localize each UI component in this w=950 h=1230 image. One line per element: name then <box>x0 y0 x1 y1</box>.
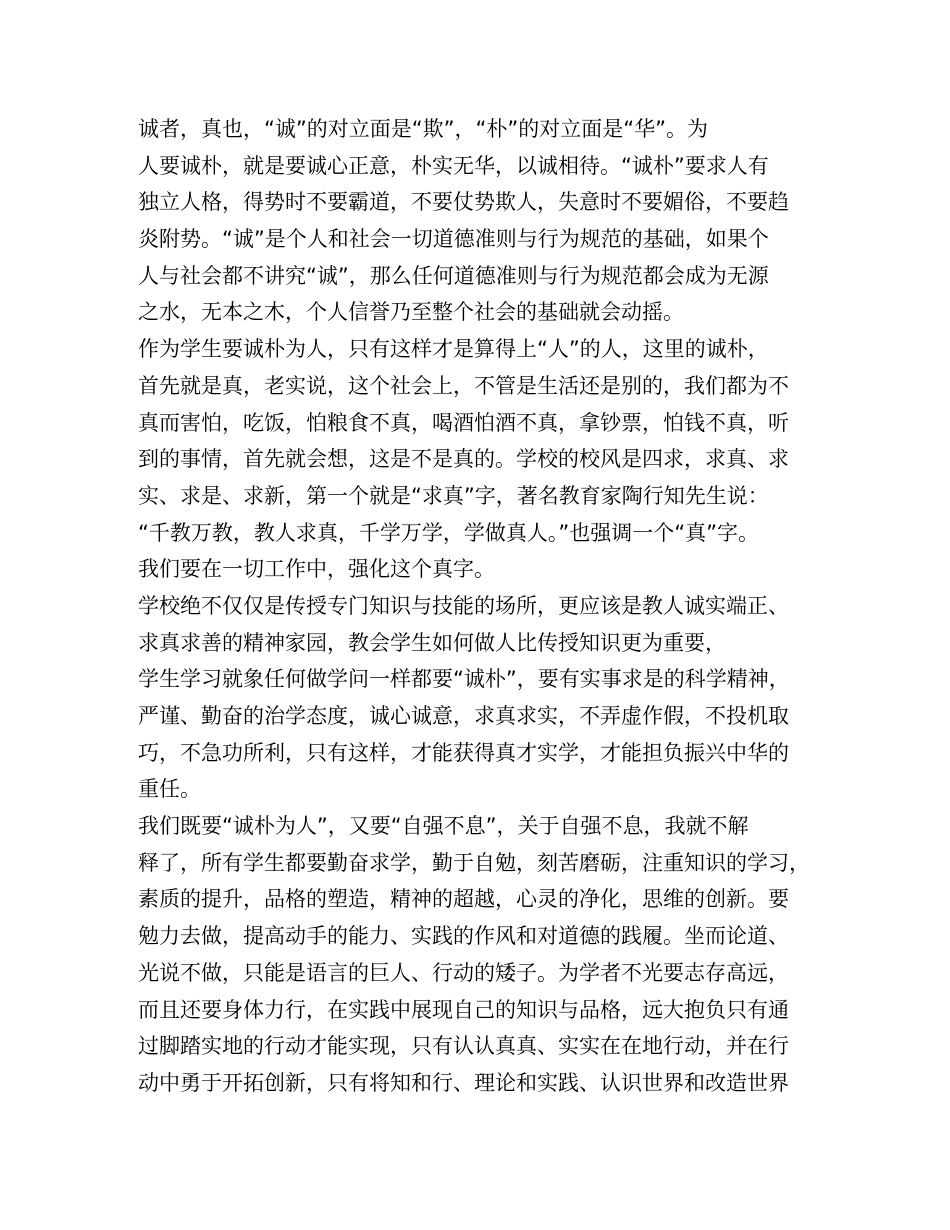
text-line: 释了，所有学生都要勤奋求学，勤于自勉，刻苦磨砺，注重知识的学习， <box>138 850 810 875</box>
text-line: 实、求是、求新，第一个就是“求真”字，著名教育家陶行知先生说： <box>138 483 769 508</box>
text-line: 之水，无本之木，个人信誉乃至整个社会的基础就会动摇。 <box>138 300 684 325</box>
text-line: 动中勇于开拓创新，只有将知和行、理论和实践、认识世界和改造世界 <box>138 1070 789 1095</box>
text-line: 光说不做，只能是语言的巨人、行动的矮子。为学者不光要志存高远， <box>138 960 789 985</box>
text-line: 炎附势。“诚”是个人和社会一切道德准则与行为规范的基础，如果个 <box>138 227 769 252</box>
text-line: 作为学生要诚朴为人，只有这样才是算得上“人”的人，这里的诚朴， <box>138 337 769 362</box>
text-line: 独立人格，得势时不要霸道，不要仗势欺人，失意时不要媚俗，不要趋 <box>138 190 789 215</box>
text-line: 求真求善的精神家园，教会学生如何做人比传授知识更为重要， <box>138 630 726 655</box>
text-line: 而且还要身体力行，在实践中展现自己的知识与品格，远大抱负只有通 <box>138 997 789 1022</box>
text-line: 巧，不急功所利，只有这样，才能获得真才实学，才能担负振兴中华的 <box>138 740 789 765</box>
text-line: 人要诚朴，就是要诚心正意，朴实无华，以诚相待。“诚朴”要求人有 <box>138 153 769 178</box>
text-line: 首先就是真，老实说，这个社会上，不管是生活还是别的，我们都为不 <box>138 373 789 398</box>
document-body <box>138 111 838 1102</box>
text-line: 学生学习就象任何做学问一样都要“诚朴”，要有实事求是的科学精神， <box>138 667 790 692</box>
text-line: 勉力去做，提高动手的能力、实践的作风和对道德的践履。坐而论道、 <box>138 924 789 949</box>
text-line: 我们既要“诚朴为人”，又要“自强不息”，关于自强不息，我就不解 <box>138 814 749 839</box>
text-line: 过脚踏实地的行动才能实现，只有认认真真、实实在在地行动，并在行 <box>138 1034 789 1059</box>
text-line: 学校绝不仅仅是传授专门知识与技能的场所，更应该是教人诚实端正、 <box>138 593 789 618</box>
text-line: “千教万教，教人求真，千学万学，学做真人。”也强调一个“真”字。 <box>138 520 760 545</box>
text-line: 我们要在一切工作中，强化这个真字。 <box>138 557 495 582</box>
text-line: 重任。 <box>138 777 201 802</box>
text-line: 素质的提升，品格的塑造，精神的超越，心灵的净化，思维的创新。要 <box>138 887 789 912</box>
text-line: 诚者，真也，“诚”的对立面是“欺”，“朴”的对立面是“华”。为 <box>138 117 709 141</box>
text-line: 严谨、勤奋的治学态度，诚心诚意，求真求实，不弄虚作假，不投机取 <box>138 704 789 728</box>
text-line: 真而害怕，吃饭，怕粮食不真，喝酒怕酒不真，拿钞票，怕钱不真，听 <box>138 410 789 435</box>
text-line: 到的事情，首先就会想，这是不是真的。学校的校风是四求，求真、求 <box>138 447 789 472</box>
text-line: 人与社会都不讲究“诚”，那么任何道德准则与行为规范都会成为无源 <box>138 263 769 288</box>
